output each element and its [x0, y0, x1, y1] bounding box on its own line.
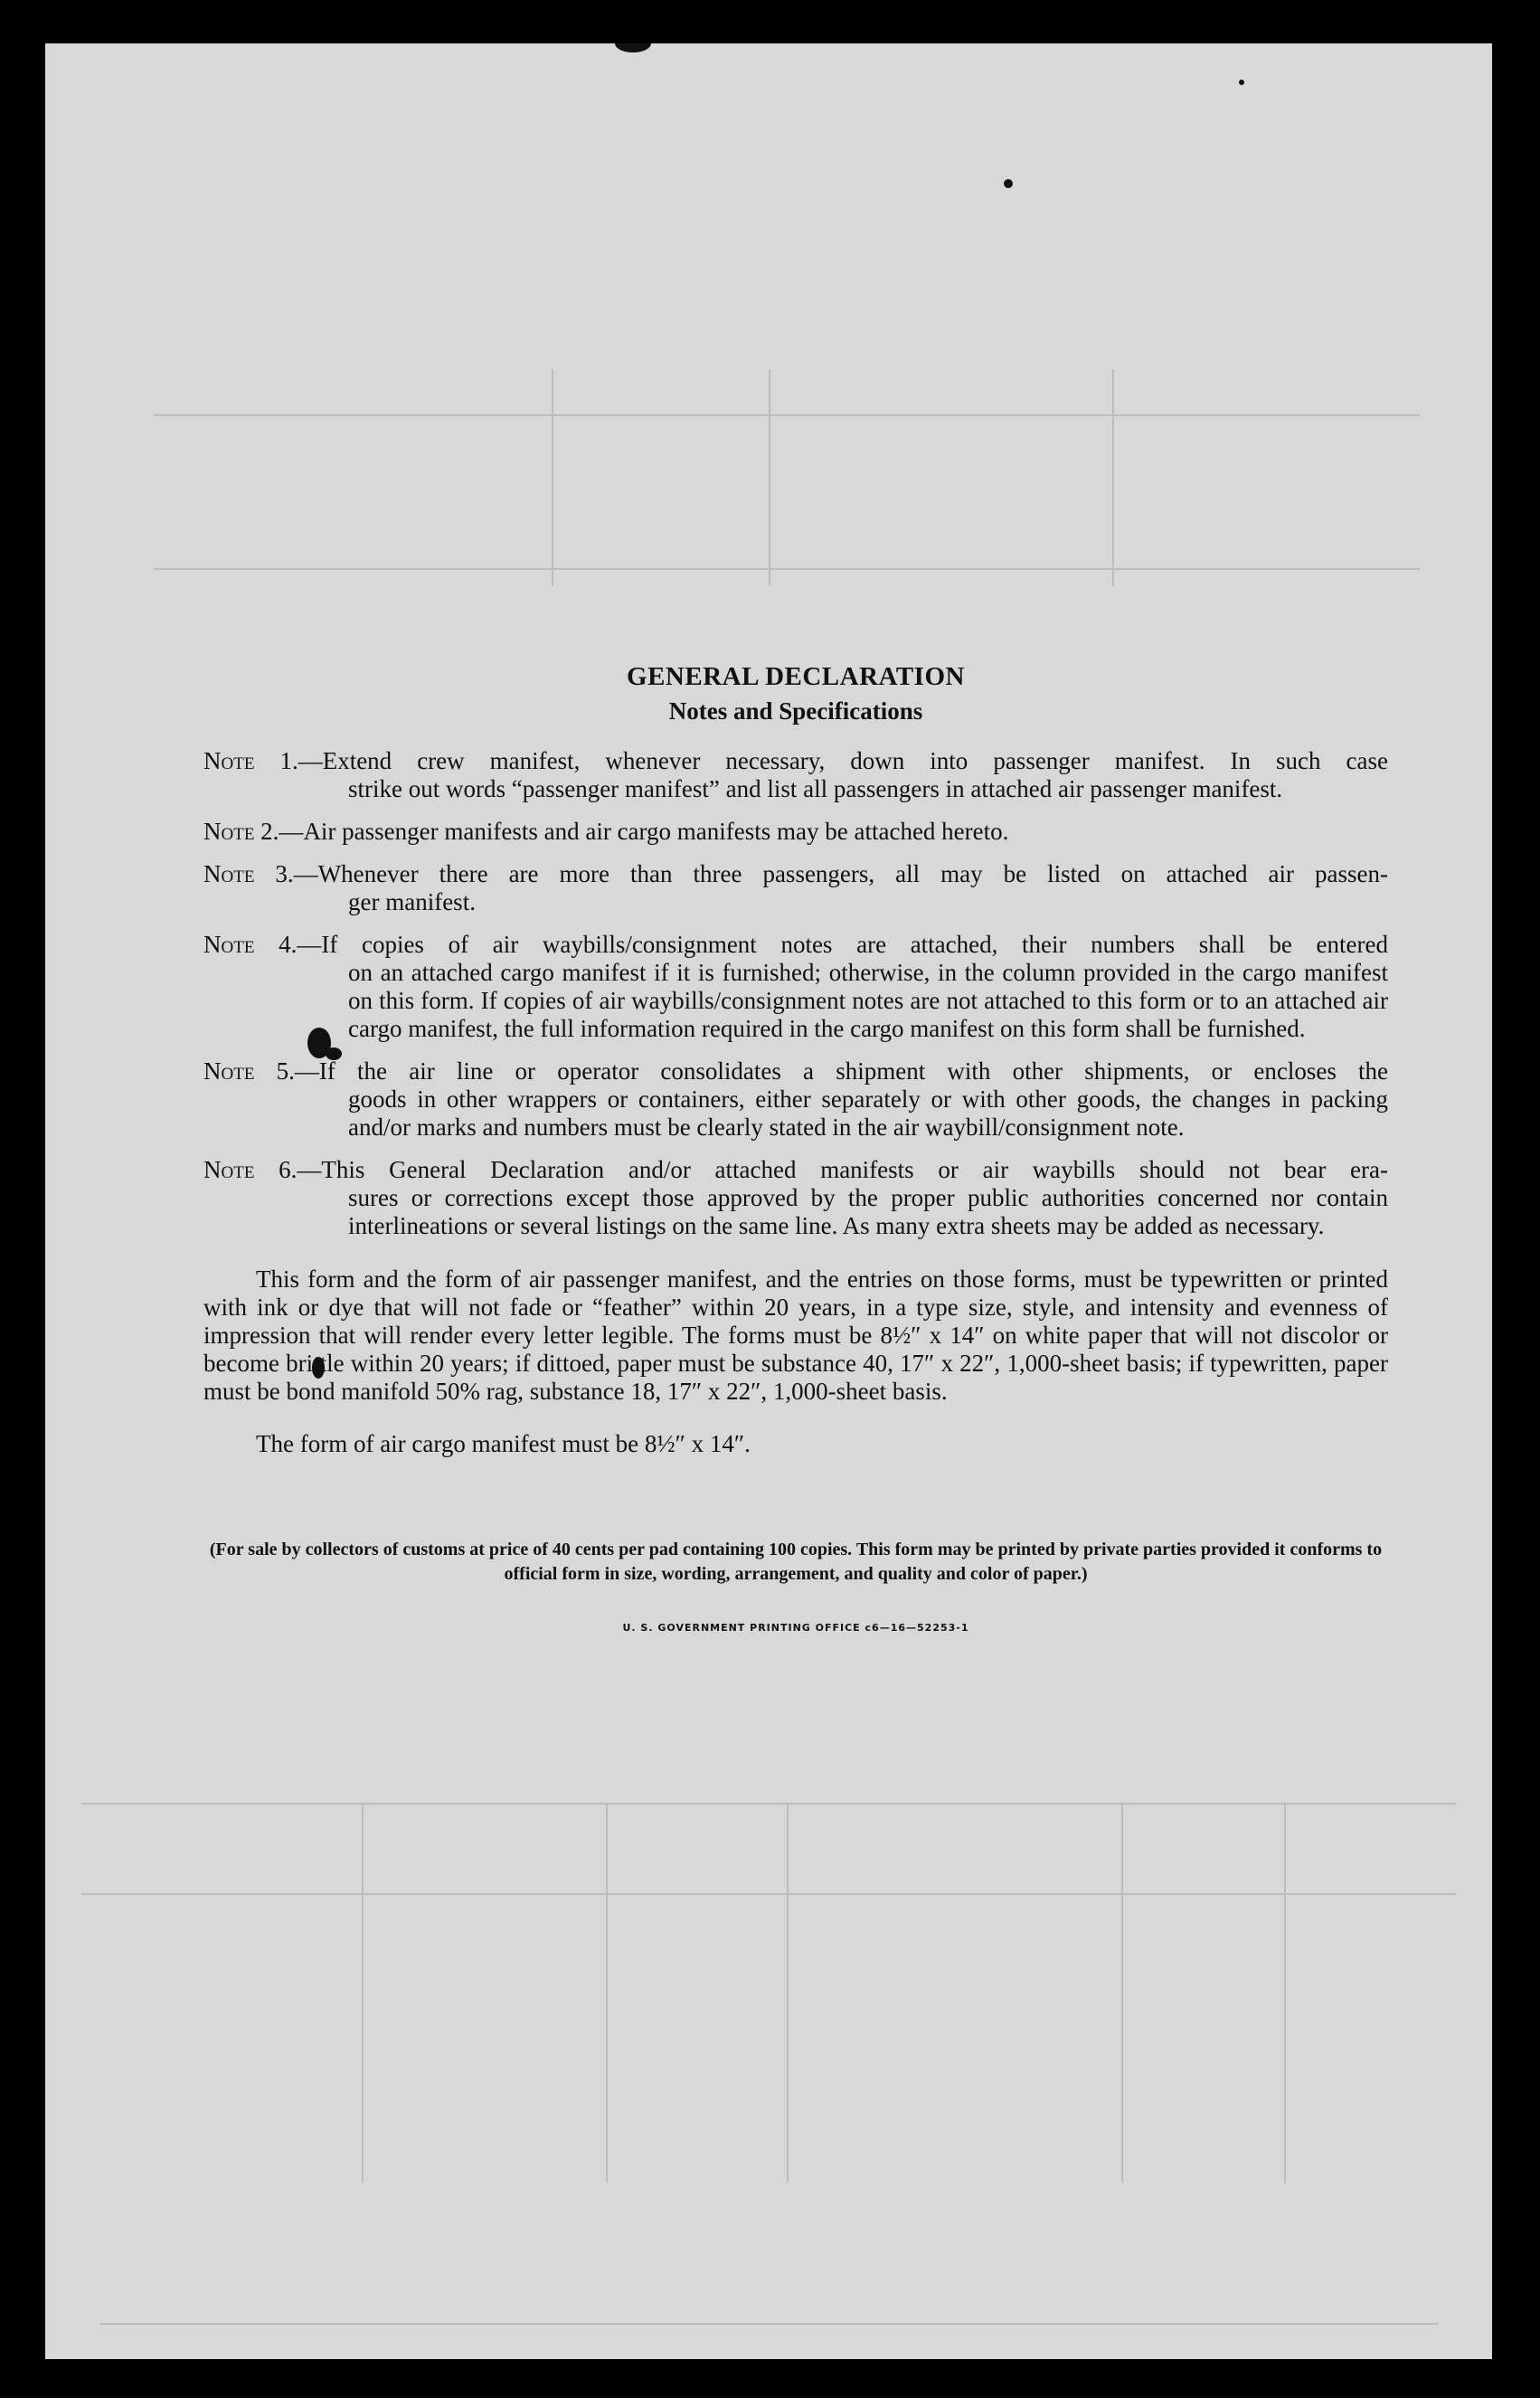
note-item [203, 747, 1388, 803]
note-item [203, 931, 1388, 1043]
note-continuation: strike out words “passenger manifest” and list all passengers in attached air passenger manifest. [348, 775, 1283, 802]
note-label: Note 4.— [203, 931, 322, 958]
note-continuation: on an attached cargo manifest if it is furnished; otherwise, in the column provided in the cargo manifest on this form. If copies of air waybills/consignment notes are not attached to this form or to an attached air cargo manifest, the full information required in the cargo manifest on this form shall be furnished. [348, 959, 1388, 1042]
notes-content [203, 659, 1388, 1642]
note-label: Note 6.— [203, 1156, 322, 1183]
note-text: Air passenger manifests and air cargo manifests may be attached hereto. [303, 818, 1009, 845]
note-label: Note 3.— [203, 860, 318, 887]
document-title: GENERAL DECLARATION [627, 662, 965, 691]
note-text: Whenever there are more than three passengers, all may be listed on attached air passen- [317, 860, 1388, 887]
note-text: Extend crew manifest, whenever necessary, down into passenger manifest. In such case [322, 747, 1388, 774]
ink-blot [1239, 80, 1244, 85]
note-text: If the air line or operator consolidates a shipment with other shipments, or encloses the [318, 1057, 1388, 1085]
document-subtitle: Notes and Specifications [668, 697, 923, 725]
note-first-line [203, 931, 1388, 959]
note-label: Note 1.— [203, 747, 323, 774]
note-continuation: sures or corrections except those approved by the proper public authorities concerned nor contain interlineations or several listings on the same line. As many extra sheets may be added as necessary. [348, 1184, 1388, 1239]
note-first-line [203, 818, 1388, 846]
sale-note: (For sale by collectors of customs at price of 40 cents per pad containing 100 copies. This form may be printed by private parties provided it conforms to official form in size, wording, arrangement, and quality and color of paper.) [209, 1540, 1383, 1584]
notes-list [203, 747, 1388, 1240]
note-first-line [203, 747, 1388, 775]
note-first-line [203, 860, 1388, 888]
note-first-line [203, 1057, 1388, 1085]
document-sheet [45, 43, 1492, 2359]
form-specification-paragraph: This form and the form of air passenger manifest, and the entries on those forms, must be typewritten or printed with ink or dye that will not fade or “feather” within 20 years, in a type size, style, and intensity and evenness of impression that will render every letter legible. The forms must be 8½″ x 14″ on white paper that will not discolor or become brittle within 20 years; if dittoed, paper must be substance 40, 17″ x 22″, 1,000-sheet basis; if typewritten, paper must be bond manifold 50% rag, substance 18, 17″ x 22″, 1,000-sheet basis. [203, 1265, 1388, 1405]
note-item [203, 1156, 1388, 1240]
note-label: Note 5.— [203, 1057, 319, 1085]
printer-imprint: U. S. GOVERNMENT PRINTING OFFICE c6—16—52253-1 [622, 1622, 969, 1634]
note-continuation: goods in other wrappers or containers, either separately or with other goods, the changes in packing and/or marks and numbers must be clearly stated in the air waybill/consignment note. [348, 1085, 1388, 1141]
ink-blot [1004, 179, 1013, 188]
note-text: This General Declaration and/or attached manifests or air waybills should not bear era- [321, 1156, 1388, 1183]
note-text: If copies of air waybills/consignment notes are attached, their numbers shall be entered [321, 931, 1388, 958]
cargo-manifest-size-paragraph: The form of air cargo manifest must be 8½″ x 14″. [256, 1430, 751, 1457]
note-item [203, 860, 1388, 916]
note-first-line [203, 1156, 1388, 1184]
note-continuation: ger manifest. [348, 888, 476, 915]
note-item [203, 818, 1388, 846]
note-item [203, 1057, 1388, 1142]
note-label: Note 2.— [203, 818, 304, 845]
